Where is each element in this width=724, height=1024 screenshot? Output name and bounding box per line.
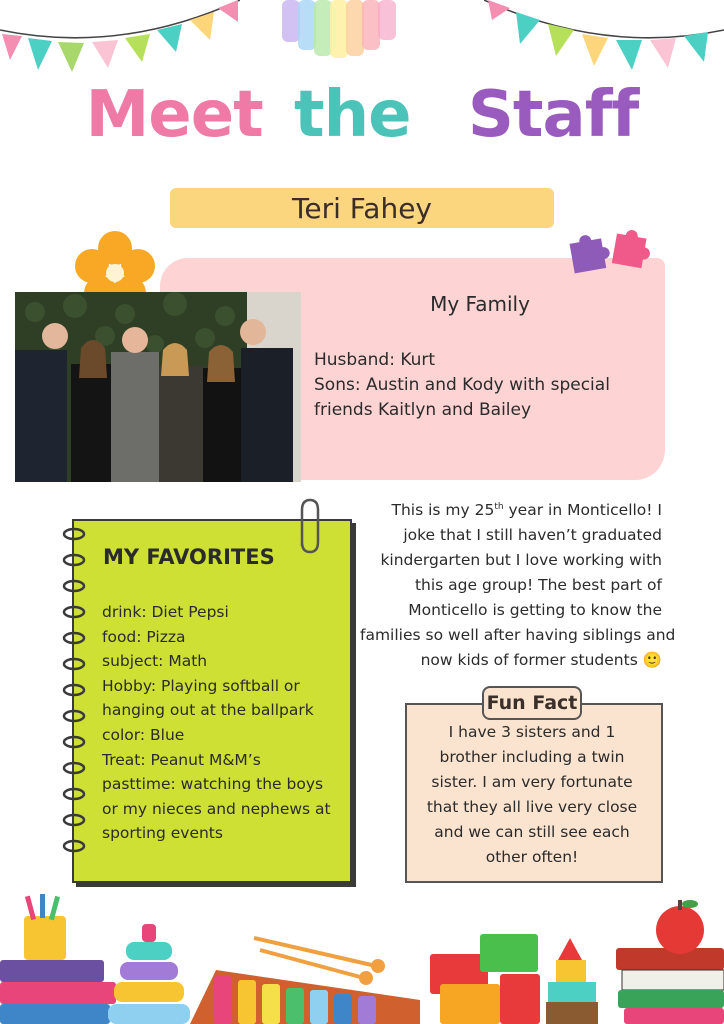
family-line-sons: Sons: Austin and Kody with special [314, 375, 610, 395]
favorite-item: drink: Diet Pepsi [102, 603, 229, 621]
favorites-heading: MY FAVORITES [103, 545, 275, 569]
bio-line-1-start: This is my 25 [391, 501, 495, 519]
bio-line: joke that I still haven’t graduated [403, 526, 662, 544]
bio-paragraph [360, 498, 676, 673]
favorite-item: Hobby: Playing softball or [102, 676, 300, 695]
favorite-item: pasttime: watching the boys [102, 775, 324, 794]
favorite-item: color: Blue [102, 725, 185, 744]
notebook-spiral-binding [60, 524, 94, 874]
fun-fact-line: and we can still see each [434, 823, 630, 841]
title-word-meet: Meet [85, 78, 263, 152]
favorite-item: hanging out at the ballpark [102, 701, 314, 720]
fun-fact-line: sister. I am very fortunate [431, 773, 633, 791]
toys-border-decoration [0, 890, 724, 1024]
favorite-item: food: Pizza [102, 627, 186, 646]
bio-line: this age group! The best part of [414, 576, 662, 594]
page-title [0, 78, 724, 152]
bio-line: now kids of former students 🙂 [420, 651, 662, 669]
bio-line: Monticello is getting to know the [408, 601, 662, 619]
family-photo [15, 292, 301, 482]
family-details [314, 348, 644, 423]
fun-fact-line: I have 3 sisters and 1 [448, 723, 616, 741]
fun-fact-line: that they all live very close [426, 798, 638, 816]
bio-line: kindergarten but I love working with [380, 551, 662, 569]
family-heading: My Family [430, 292, 530, 316]
family-line-friends: friends Kaitlyn and Bailey [314, 400, 532, 420]
bio-line-1 [360, 498, 662, 523]
title-word-the: the [293, 78, 411, 152]
title-word-staff: Staff [467, 78, 639, 152]
rainbow-watercolor-decoration [282, 0, 412, 60]
fun-fact-line: brother including a twin [439, 748, 625, 766]
staff-name-banner: Teri Fahey [170, 188, 554, 228]
family-line-husband: Husband: Kurt [314, 350, 436, 370]
bio-line: families so well after having siblings and [360, 626, 676, 644]
favorites-list [102, 600, 342, 846]
bio-line-1-superscript: th [494, 501, 504, 512]
favorite-item: sporting events [102, 824, 223, 843]
puzzle-pieces-icon [568, 228, 654, 280]
fun-fact-line: other often! [485, 848, 579, 866]
favorite-item: subject: Math [102, 652, 208, 671]
paperclip-icon [292, 496, 326, 556]
favorite-item: Treat: Peanut M&M’s [102, 750, 261, 769]
bunting-left-decoration [0, 0, 240, 80]
fun-fact-label: Fun Fact [482, 686, 582, 720]
bunting-right-decoration [484, 0, 724, 80]
fun-fact-text [412, 720, 652, 870]
favorite-item: or my nieces and nephews at [102, 799, 331, 818]
bio-line-1-end: year in Monticello! I [503, 501, 662, 519]
